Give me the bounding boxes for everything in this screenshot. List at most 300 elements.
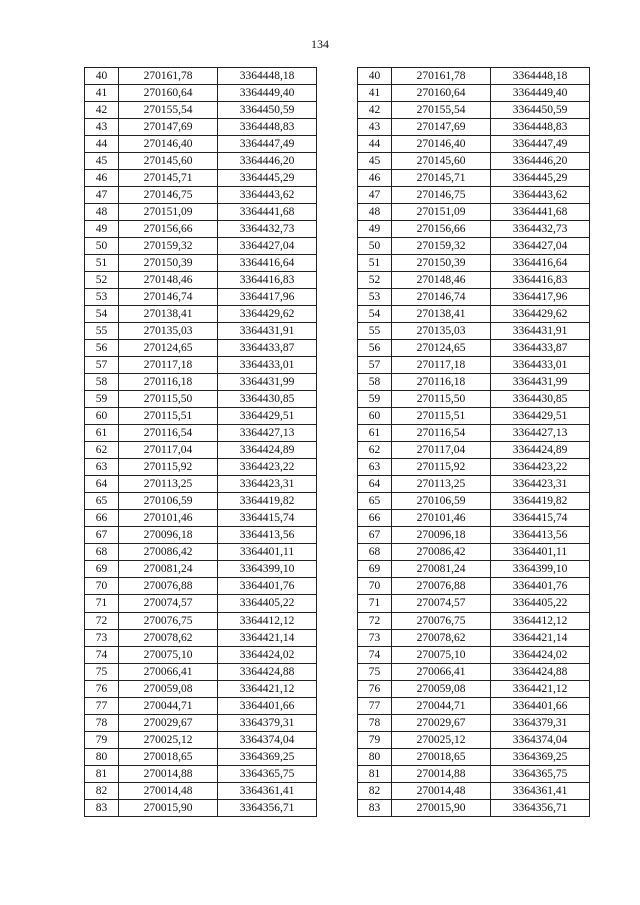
x-coordinate-cell: 270115,50: [119, 391, 218, 408]
table-row: [358, 697, 590, 714]
x-coordinate-cell: 270076,88: [119, 578, 218, 595]
y-coordinate-cell: 3364433,87: [491, 340, 590, 357]
x-coordinate-cell: 270066,41: [119, 663, 218, 680]
x-coordinate-cell: 270115,92: [392, 459, 491, 476]
x-coordinate-cell: 270014,48: [392, 782, 491, 799]
x-coordinate-cell: 270146,40: [392, 136, 491, 153]
point-number-cell: 58: [358, 374, 392, 391]
point-number-cell: 50: [358, 238, 392, 255]
point-number-cell: 59: [85, 391, 119, 408]
point-number-cell: 77: [358, 697, 392, 714]
table-row: [358, 68, 590, 85]
y-coordinate-cell: 3364431,99: [218, 374, 317, 391]
x-coordinate-cell: 270148,46: [392, 272, 491, 289]
x-coordinate-cell: 270117,04: [119, 442, 218, 459]
x-coordinate-cell: 270155,54: [392, 102, 491, 119]
point-number-cell: 78: [85, 714, 119, 731]
table-row: [358, 765, 590, 782]
table-row: [85, 748, 317, 765]
point-number-cell: 56: [358, 340, 392, 357]
point-number-cell: 67: [85, 527, 119, 544]
point-number-cell: 73: [358, 629, 392, 646]
x-coordinate-cell: 270115,92: [119, 459, 218, 476]
x-coordinate-cell: 270147,69: [392, 119, 491, 136]
y-coordinate-cell: 3364424,89: [491, 442, 590, 459]
table-row: [358, 595, 590, 612]
point-number-cell: 47: [85, 187, 119, 204]
x-coordinate-cell: 270014,88: [392, 765, 491, 782]
y-coordinate-cell: 3364433,01: [218, 357, 317, 374]
x-coordinate-cell: 270014,48: [119, 782, 218, 799]
x-coordinate-cell: 270116,18: [392, 374, 491, 391]
table-row: [358, 374, 590, 391]
x-coordinate-cell: 270146,75: [119, 187, 218, 204]
y-coordinate-cell: 3364369,25: [491, 748, 590, 765]
y-coordinate-cell: 3364430,85: [491, 391, 590, 408]
y-coordinate-cell: 3364416,83: [491, 272, 590, 289]
y-coordinate-cell: 3364421,14: [491, 629, 590, 646]
table-row: [85, 799, 317, 816]
x-coordinate-cell: 270146,40: [119, 136, 218, 153]
table-row: [85, 170, 317, 187]
table-row: [358, 680, 590, 697]
table-row: [358, 340, 590, 357]
table-row: [85, 697, 317, 714]
x-coordinate-cell: 270018,65: [392, 748, 491, 765]
table-row: [85, 357, 317, 374]
point-number-cell: 58: [85, 374, 119, 391]
table-row: [85, 510, 317, 527]
y-coordinate-cell: 3364427,04: [218, 238, 317, 255]
point-number-cell: 68: [85, 544, 119, 561]
y-coordinate-cell: 3364448,83: [218, 119, 317, 136]
y-coordinate-cell: 3364405,22: [491, 595, 590, 612]
table-row: [85, 391, 317, 408]
y-coordinate-cell: 3364427,13: [491, 425, 590, 442]
y-coordinate-cell: 3364443,62: [491, 187, 590, 204]
point-number-cell: 43: [85, 119, 119, 136]
table-row: [358, 85, 590, 102]
table-row: [358, 612, 590, 629]
table-row: [358, 544, 590, 561]
x-coordinate-cell: 270160,64: [392, 85, 491, 102]
x-coordinate-cell: 270124,65: [392, 340, 491, 357]
x-coordinate-cell: 270014,88: [119, 765, 218, 782]
y-coordinate-cell: 3364424,02: [218, 646, 317, 663]
x-coordinate-cell: 270159,32: [119, 238, 218, 255]
y-coordinate-cell: 3364401,11: [218, 544, 317, 561]
point-number-cell: 70: [358, 578, 392, 595]
x-coordinate-cell: 270078,62: [392, 629, 491, 646]
point-number-cell: 62: [85, 442, 119, 459]
point-number-cell: 41: [85, 85, 119, 102]
x-coordinate-cell: 270146,74: [119, 289, 218, 306]
y-coordinate-cell: 3364419,82: [218, 493, 317, 510]
table-row: [85, 731, 317, 748]
y-coordinate-cell: 3364412,12: [491, 612, 590, 629]
y-coordinate-cell: 3364431,91: [218, 323, 317, 340]
table-row: [85, 255, 317, 272]
x-coordinate-cell: 270147,69: [119, 119, 218, 136]
point-number-cell: 75: [85, 663, 119, 680]
table-row: [358, 221, 590, 238]
table-row: [358, 646, 590, 663]
x-coordinate-cell: 270146,75: [392, 187, 491, 204]
point-number-cell: 71: [85, 595, 119, 612]
y-coordinate-cell: 3364431,99: [491, 374, 590, 391]
table-row: [85, 323, 317, 340]
y-coordinate-cell: 3364416,83: [218, 272, 317, 289]
y-coordinate-cell: 3364401,76: [491, 578, 590, 595]
y-coordinate-cell: 3364405,22: [218, 595, 317, 612]
y-coordinate-cell: 3364450,59: [218, 102, 317, 119]
point-number-cell: 80: [358, 748, 392, 765]
point-number-cell: 55: [85, 323, 119, 340]
table-row: [85, 595, 317, 612]
x-coordinate-cell: 270161,78: [119, 68, 218, 85]
x-coordinate-cell: 270145,71: [119, 170, 218, 187]
y-coordinate-cell: 3364356,71: [491, 799, 590, 816]
y-coordinate-cell: 3364401,76: [218, 578, 317, 595]
point-number-cell: 59: [358, 391, 392, 408]
y-coordinate-cell: 3364427,13: [218, 425, 317, 442]
x-coordinate-cell: 270101,46: [119, 510, 218, 527]
x-coordinate-cell: 270096,18: [119, 527, 218, 544]
point-number-cell: 55: [358, 323, 392, 340]
point-number-cell: 52: [85, 272, 119, 289]
point-number-cell: 74: [85, 646, 119, 663]
x-coordinate-cell: 270018,65: [119, 748, 218, 765]
point-number-cell: 79: [358, 731, 392, 748]
y-coordinate-cell: 3364361,41: [491, 782, 590, 799]
x-coordinate-cell: 270117,18: [119, 357, 218, 374]
table-row: [85, 646, 317, 663]
page-number: 134: [311, 37, 329, 51]
x-coordinate-cell: 270135,03: [392, 323, 491, 340]
point-number-cell: 75: [358, 663, 392, 680]
table-row: [85, 153, 317, 170]
table-row: [85, 765, 317, 782]
x-coordinate-cell: 270160,64: [119, 85, 218, 102]
table-row: [358, 561, 590, 578]
x-coordinate-cell: 270161,78: [392, 68, 491, 85]
y-coordinate-cell: 3364429,51: [218, 408, 317, 425]
point-number-cell: 72: [85, 612, 119, 629]
y-coordinate-cell: 3364412,12: [218, 612, 317, 629]
point-number-cell: 81: [85, 765, 119, 782]
x-coordinate-cell: 270081,24: [392, 561, 491, 578]
x-coordinate-cell: 270115,51: [119, 408, 218, 425]
point-number-cell: 57: [85, 357, 119, 374]
table-row: [358, 731, 590, 748]
table-row: [358, 425, 590, 442]
y-coordinate-cell: 3364419,82: [491, 493, 590, 510]
table-row: [85, 578, 317, 595]
table-row: [358, 170, 590, 187]
y-coordinate-cell: 3364361,41: [218, 782, 317, 799]
y-coordinate-cell: 3364432,73: [218, 221, 317, 238]
point-number-cell: 78: [358, 714, 392, 731]
table-row: [358, 153, 590, 170]
y-coordinate-cell: 3364433,01: [491, 357, 590, 374]
x-coordinate-cell: 270044,71: [392, 697, 491, 714]
point-number-cell: 64: [85, 476, 119, 493]
y-coordinate-cell: 3364413,56: [491, 527, 590, 544]
y-coordinate-cell: 3364415,74: [491, 510, 590, 527]
y-coordinate-cell: 3364430,85: [218, 391, 317, 408]
y-coordinate-cell: 3364424,89: [218, 442, 317, 459]
y-coordinate-cell: 3364443,62: [218, 187, 317, 204]
y-coordinate-cell: 3364421,14: [218, 629, 317, 646]
point-number-cell: 82: [358, 782, 392, 799]
coordinate-table-left: [84, 67, 317, 817]
x-coordinate-cell: 270113,25: [392, 476, 491, 493]
y-coordinate-cell: 3364427,04: [491, 238, 590, 255]
point-number-cell: 53: [85, 289, 119, 306]
point-number-cell: 54: [358, 306, 392, 323]
x-coordinate-cell: 270151,09: [392, 204, 491, 221]
point-number-cell: 81: [358, 765, 392, 782]
point-number-cell: 68: [358, 544, 392, 561]
table-row: [358, 323, 590, 340]
y-coordinate-cell: 3364441,68: [491, 204, 590, 221]
point-number-cell: 54: [85, 306, 119, 323]
y-coordinate-cell: 3364423,22: [218, 459, 317, 476]
point-number-cell: 71: [358, 595, 392, 612]
y-coordinate-cell: 3364445,29: [491, 170, 590, 187]
table-row: [358, 782, 590, 799]
coordinate-table-right: [357, 67, 590, 817]
point-number-cell: 53: [358, 289, 392, 306]
point-number-cell: 61: [85, 425, 119, 442]
y-coordinate-cell: 3364416,64: [218, 255, 317, 272]
point-number-cell: 51: [358, 255, 392, 272]
table-row: [358, 119, 590, 136]
x-coordinate-cell: 270117,18: [392, 357, 491, 374]
table-row: [358, 408, 590, 425]
y-coordinate-cell: 3364449,40: [218, 85, 317, 102]
y-coordinate-cell: 3364365,75: [491, 765, 590, 782]
point-number-cell: 44: [358, 136, 392, 153]
table-row: [85, 136, 317, 153]
x-coordinate-cell: 270086,42: [119, 544, 218, 561]
table-row: [358, 510, 590, 527]
table-row: [85, 238, 317, 255]
y-coordinate-cell: 3364415,74: [218, 510, 317, 527]
x-coordinate-cell: 270146,74: [392, 289, 491, 306]
point-number-cell: 76: [85, 680, 119, 697]
table-row: [85, 459, 317, 476]
x-coordinate-cell: 270101,46: [392, 510, 491, 527]
table-row: [358, 204, 590, 221]
table-row: [85, 187, 317, 204]
y-coordinate-cell: 3364429,62: [218, 306, 317, 323]
table-row: [85, 68, 317, 85]
x-coordinate-cell: 270015,90: [392, 799, 491, 816]
point-number-cell: 72: [358, 612, 392, 629]
point-number-cell: 42: [85, 102, 119, 119]
table-row: [85, 527, 317, 544]
x-coordinate-cell: 270015,90: [119, 799, 218, 816]
table-row: [85, 714, 317, 731]
y-coordinate-cell: 3364399,10: [491, 561, 590, 578]
table-row: [358, 357, 590, 374]
x-coordinate-cell: 270086,42: [392, 544, 491, 561]
x-coordinate-cell: 270075,10: [119, 646, 218, 663]
x-coordinate-cell: 270155,54: [119, 102, 218, 119]
y-coordinate-cell: 3364401,66: [218, 697, 317, 714]
x-coordinate-cell: 270117,04: [392, 442, 491, 459]
y-coordinate-cell: 3364379,31: [218, 714, 317, 731]
y-coordinate-cell: 3364448,18: [218, 68, 317, 85]
point-number-cell: 48: [85, 204, 119, 221]
point-number-cell: 70: [85, 578, 119, 595]
x-coordinate-cell: 270074,57: [392, 595, 491, 612]
table-row: [85, 272, 317, 289]
table-row: [358, 629, 590, 646]
table-row: [358, 306, 590, 323]
x-coordinate-cell: 270113,25: [119, 476, 218, 493]
y-coordinate-cell: 3364417,96: [218, 289, 317, 306]
point-number-cell: 60: [85, 408, 119, 425]
y-coordinate-cell: 3364356,71: [218, 799, 317, 816]
point-number-cell: 62: [358, 442, 392, 459]
point-number-cell: 41: [358, 85, 392, 102]
point-number-cell: 52: [358, 272, 392, 289]
x-coordinate-cell: 270106,59: [392, 493, 491, 510]
x-coordinate-cell: 270138,41: [392, 306, 491, 323]
table-row: [358, 459, 590, 476]
y-coordinate-cell: 3364401,11: [491, 544, 590, 561]
x-coordinate-cell: 270029,67: [119, 714, 218, 731]
table-row: [358, 187, 590, 204]
table-row: [358, 578, 590, 595]
x-coordinate-cell: 270148,46: [119, 272, 218, 289]
x-coordinate-cell: 270106,59: [119, 493, 218, 510]
point-number-cell: 61: [358, 425, 392, 442]
x-coordinate-cell: 270029,67: [392, 714, 491, 731]
table-row: [85, 782, 317, 799]
point-number-cell: 40: [358, 68, 392, 85]
table-row: [85, 476, 317, 493]
point-number-cell: 45: [358, 153, 392, 170]
table-row: [85, 221, 317, 238]
x-coordinate-cell: 270145,60: [119, 153, 218, 170]
point-number-cell: 66: [85, 510, 119, 527]
coordinate-table-left-body: [85, 68, 317, 817]
x-coordinate-cell: 270135,03: [119, 323, 218, 340]
y-coordinate-cell: 3364424,02: [491, 646, 590, 663]
y-coordinate-cell: 3364433,87: [218, 340, 317, 357]
y-coordinate-cell: 3364450,59: [491, 102, 590, 119]
point-number-cell: 50: [85, 238, 119, 255]
table-row: [85, 680, 317, 697]
point-number-cell: 49: [85, 221, 119, 238]
table-row: [358, 136, 590, 153]
table-row: [358, 476, 590, 493]
x-coordinate-cell: 270116,18: [119, 374, 218, 391]
table-row: [85, 85, 317, 102]
table-row: [85, 561, 317, 578]
x-coordinate-cell: 270025,12: [119, 731, 218, 748]
table-row: [358, 493, 590, 510]
x-coordinate-cell: 270116,54: [119, 425, 218, 442]
point-number-cell: 47: [358, 187, 392, 204]
point-number-cell: 51: [85, 255, 119, 272]
y-coordinate-cell: 3364399,10: [218, 561, 317, 578]
x-coordinate-cell: 270076,75: [119, 612, 218, 629]
y-coordinate-cell: 3364429,62: [491, 306, 590, 323]
point-number-cell: 65: [358, 493, 392, 510]
point-number-cell: 57: [358, 357, 392, 374]
point-number-cell: 42: [358, 102, 392, 119]
y-coordinate-cell: 3364423,31: [218, 476, 317, 493]
table-row: [358, 442, 590, 459]
table-row: [358, 527, 590, 544]
point-number-cell: 43: [358, 119, 392, 136]
y-coordinate-cell: 3364421,12: [218, 680, 317, 697]
point-number-cell: 67: [358, 527, 392, 544]
x-coordinate-cell: 270066,41: [392, 663, 491, 680]
table-row: [358, 391, 590, 408]
y-coordinate-cell: 3364374,04: [218, 731, 317, 748]
table-row: [85, 102, 317, 119]
table-row: [358, 238, 590, 255]
x-coordinate-cell: 270138,41: [119, 306, 218, 323]
point-number-cell: 64: [358, 476, 392, 493]
point-number-cell: 66: [358, 510, 392, 527]
point-number-cell: 60: [358, 408, 392, 425]
y-coordinate-cell: 3364417,96: [491, 289, 590, 306]
x-coordinate-cell: 270151,09: [119, 204, 218, 221]
table-row: [85, 289, 317, 306]
y-coordinate-cell: 3364431,91: [491, 323, 590, 340]
x-coordinate-cell: 270075,10: [392, 646, 491, 663]
x-coordinate-cell: 270124,65: [119, 340, 218, 357]
y-coordinate-cell: 3364413,56: [218, 527, 317, 544]
y-coordinate-cell: 3364432,73: [491, 221, 590, 238]
y-coordinate-cell: 3364401,66: [491, 697, 590, 714]
table-row: [358, 102, 590, 119]
point-number-cell: 80: [85, 748, 119, 765]
y-coordinate-cell: 3364448,18: [491, 68, 590, 85]
point-number-cell: 83: [358, 799, 392, 816]
point-number-cell: 79: [85, 731, 119, 748]
y-coordinate-cell: 3364448,83: [491, 119, 590, 136]
table-row: [85, 306, 317, 323]
table-row: [85, 425, 317, 442]
x-coordinate-cell: 270059,08: [392, 680, 491, 697]
table-row: [358, 748, 590, 765]
point-number-cell: 63: [85, 459, 119, 476]
x-coordinate-cell: 270074,57: [119, 595, 218, 612]
y-coordinate-cell: 3364369,25: [218, 748, 317, 765]
table-row: [85, 374, 317, 391]
x-coordinate-cell: 270156,66: [392, 221, 491, 238]
x-coordinate-cell: 270115,51: [392, 408, 491, 425]
x-coordinate-cell: 270044,71: [119, 697, 218, 714]
point-number-cell: 56: [85, 340, 119, 357]
point-number-cell: 46: [358, 170, 392, 187]
y-coordinate-cell: 3364374,04: [491, 731, 590, 748]
x-coordinate-cell: 270145,71: [392, 170, 491, 187]
table-row: [85, 119, 317, 136]
x-coordinate-cell: 270096,18: [392, 527, 491, 544]
x-coordinate-cell: 270150,39: [119, 255, 218, 272]
y-coordinate-cell: 3364447,49: [491, 136, 590, 153]
x-coordinate-cell: 270025,12: [392, 731, 491, 748]
table-row: [358, 272, 590, 289]
